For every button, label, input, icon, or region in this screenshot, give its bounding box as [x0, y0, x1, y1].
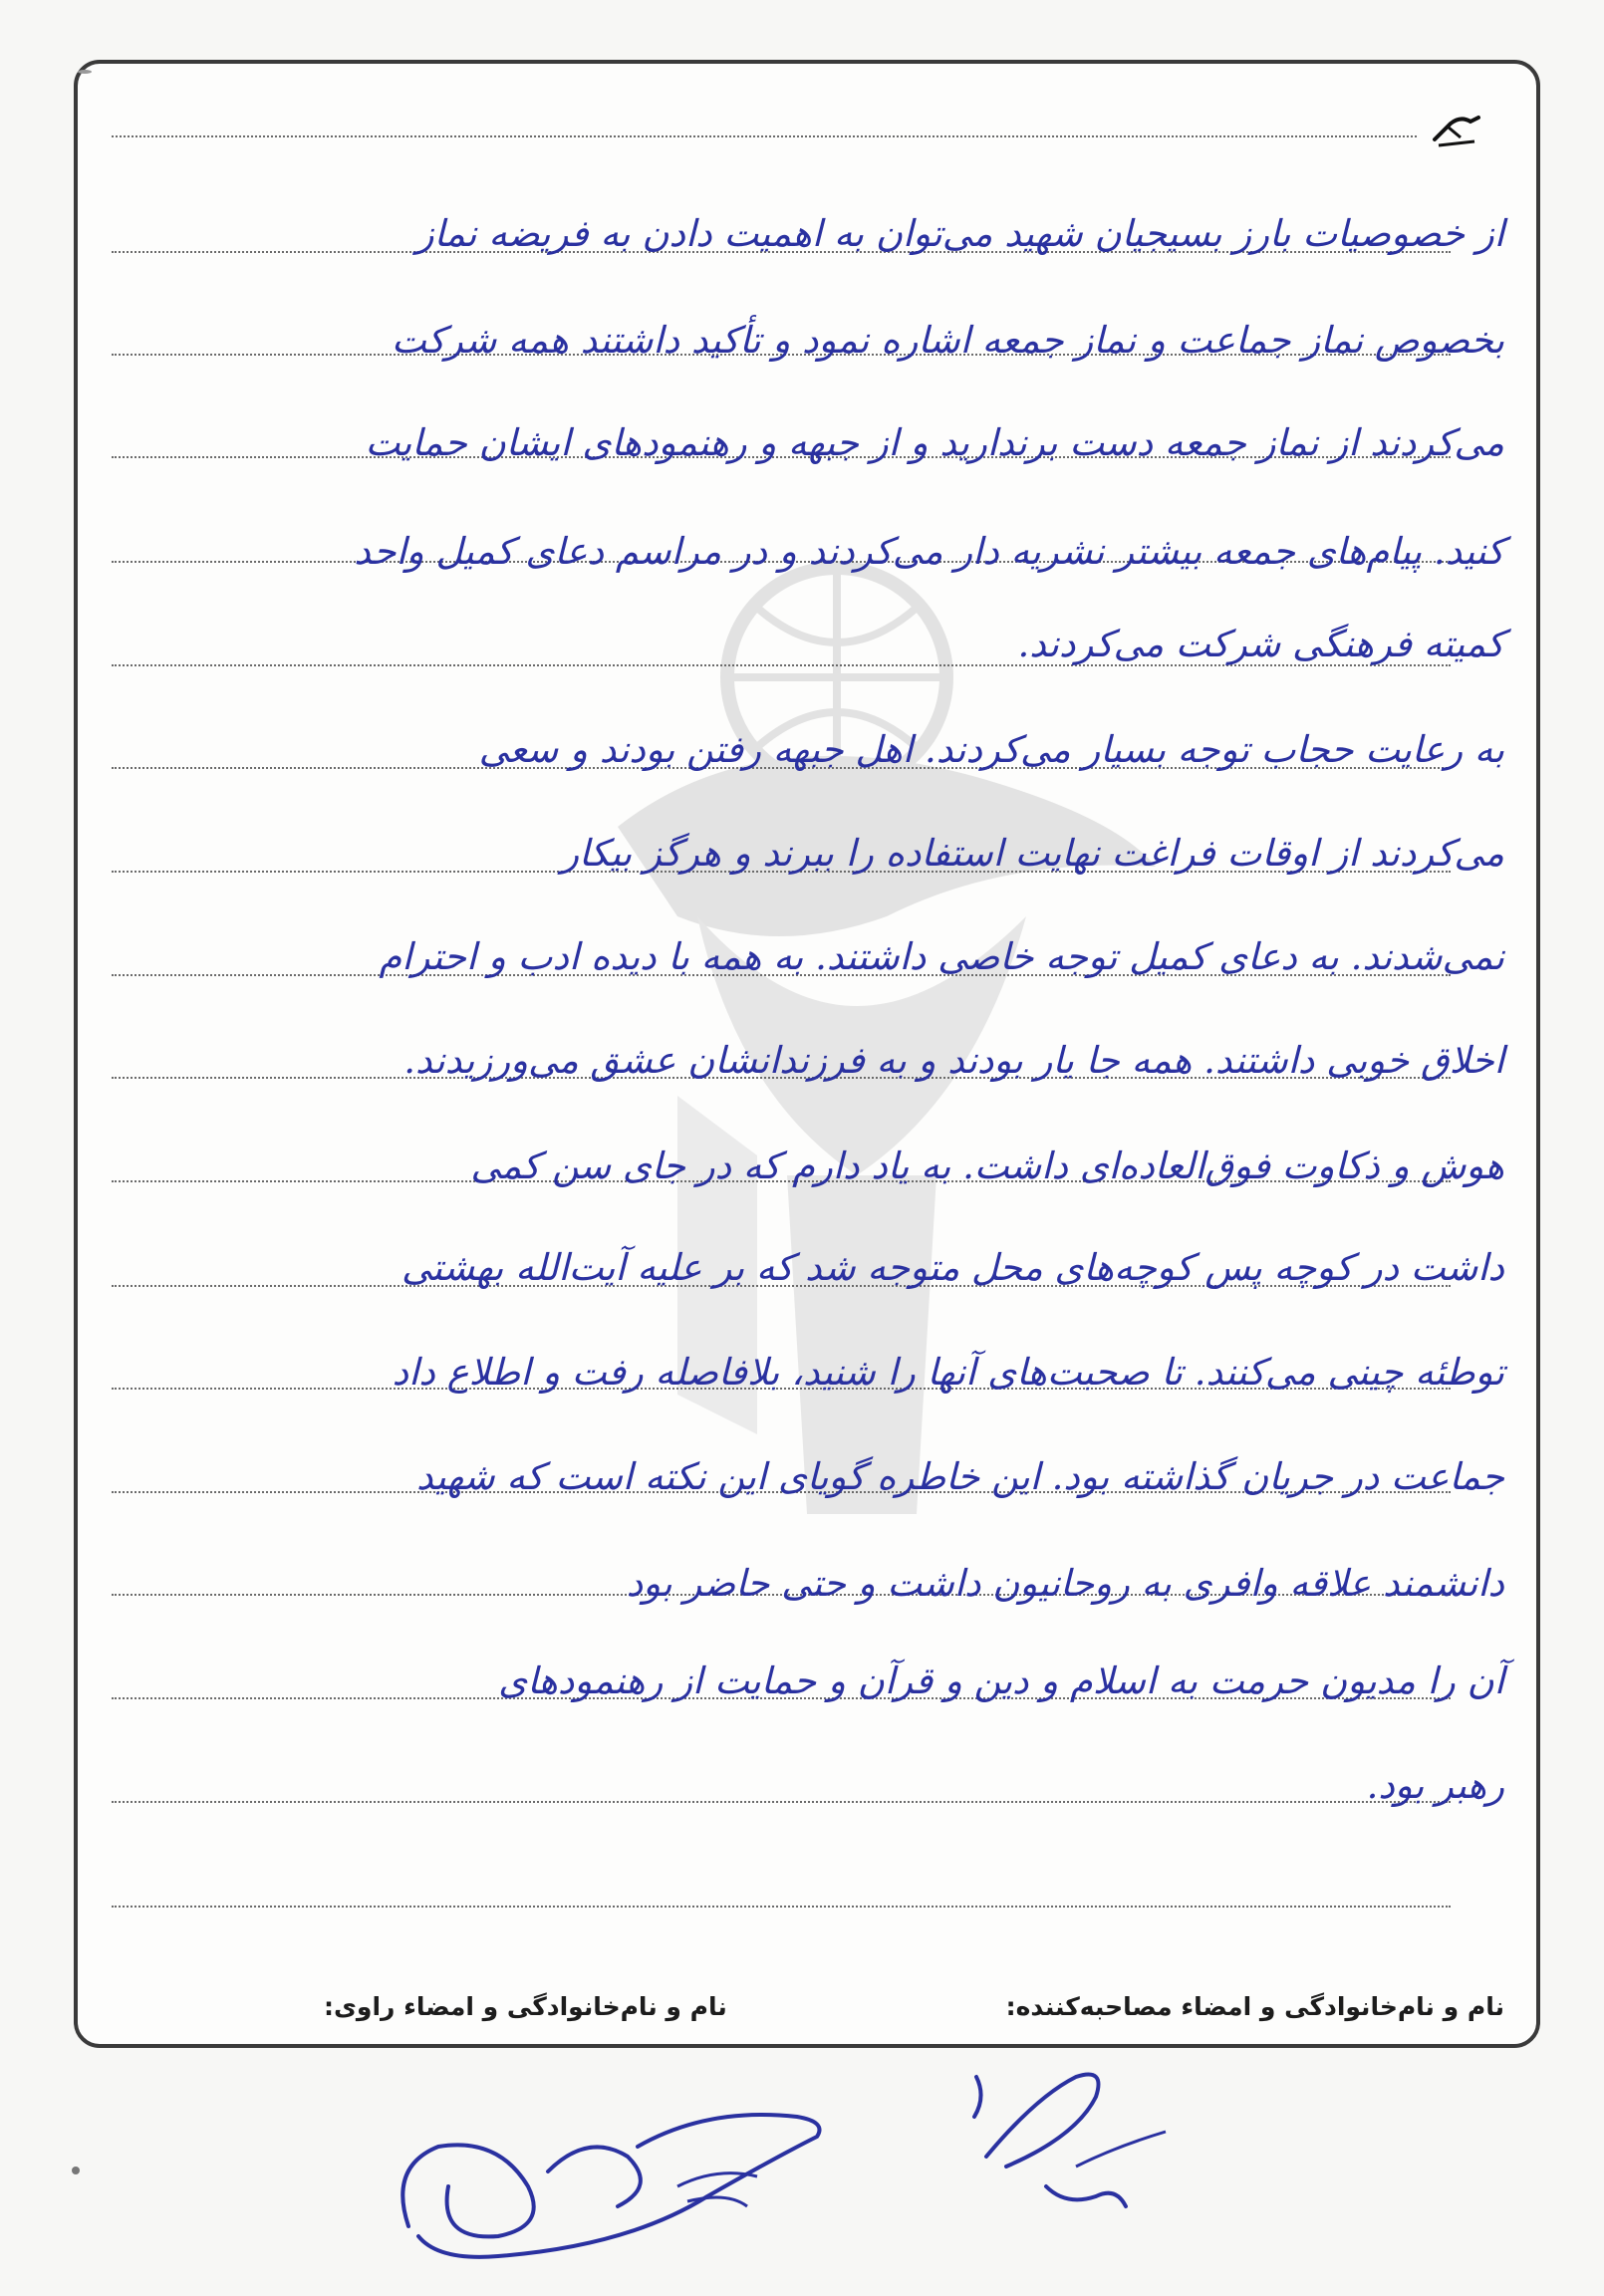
narrator-signature-label: نام و نام‌خانوادگی و امضاء راوی:	[324, 1992, 727, 2021]
handwritten-line: داشت در کوچه پس کوچه‌های محل متوجه شد که بر علیه آیت‌الله بهشتی	[401, 1246, 1504, 1289]
handwritten-line: رهبر بود.	[1366, 1764, 1504, 1807]
interviewer-signature-label: نام و نام‌خانوادگی و امضاء مصاحبه‌کننده:	[1005, 1992, 1504, 2021]
stray-mark	[72, 2167, 80, 2174]
handwritten-line: از خصوصیات بارز بسیجیان شهید می‌توان به اهمیت دادن به فریضه نماز	[415, 212, 1504, 255]
narrator-signature	[379, 2077, 847, 2266]
handwritten-line: جماعت در جریان گذاشته بود. این خاطره گویای این نکته است که شهید	[415, 1455, 1504, 1498]
handwritten-line: هوش و ذکاوت فوق‌العاده‌ای داشت. به یاد دارم که در جای سن کمی	[470, 1145, 1504, 1187]
handwritten-line: بخصوص نماز جماعت و نماز جمعه اشاره نمود و تأکید داشتند همه شرکت	[391, 319, 1504, 362]
interviewer-signature	[927, 2037, 1186, 2236]
stray-mark	[78, 70, 92, 74]
handwritten-line: به رعایت حجاب توجه بسیار می‌کردند. اهل جبهه رفتن بودند و سعی	[478, 728, 1504, 771]
handwritten-line: نمی‌شدند. به دعای کمیل توجه خاصی داشتند. به همه با دیده ادب و احترام	[379, 935, 1504, 978]
handwritten-line: دانشمند علاقه وافری به روحانیون داشت و حتی حاضر بود	[626, 1562, 1504, 1605]
handwritten-line: توطئه چینی می‌کنند. تا صحبت‌های آنها را شنید، بلافاصله رفت و اطلاع داد	[392, 1351, 1504, 1394]
handwritten-line: می‌کردند از نماز جمعه دست برندارید و از جبهه و رهنمودهای ایشان حمایت	[365, 421, 1504, 464]
handwritten-line: کنید. پیام‌های جمعه بیشتر نشریه دار می‌کردند و در مراسم دعای کمیل واحد	[354, 530, 1504, 573]
handwritten-line: اخلاق خوبی داشتند. همه جا یار بودند و به فرزندانشان عشق می‌ورزیدند.	[403, 1039, 1504, 1082]
ruled-line	[112, 1801, 1451, 1803]
handwritten-line: می‌کردند از اوقات فراغت نهایت استفاده را ببرند و هرگز بیکار	[561, 832, 1504, 875]
pen-icon	[1431, 112, 1482, 151]
ruled-line	[112, 135, 1417, 137]
ruled-line	[112, 1906, 1451, 1908]
handwritten-line: آن را مدیون حرمت به اسلام و دین و قرآن و حمایت از رهنمودهای	[498, 1659, 1504, 1702]
handwritten-line: کمیته فرهنگی شرکت می‌کردند.	[1017, 623, 1504, 665]
